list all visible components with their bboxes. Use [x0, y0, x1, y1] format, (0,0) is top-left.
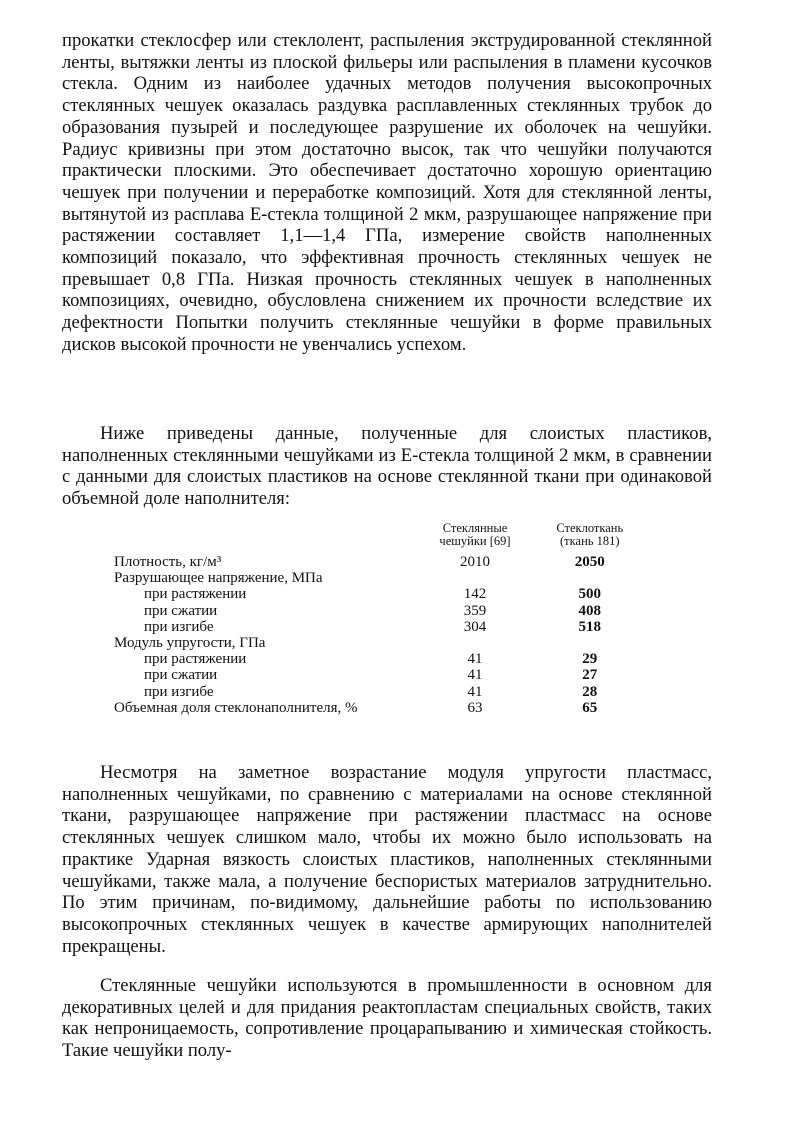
glass-flakes-value: 41: [467, 667, 483, 684]
row-label: при изгибе: [144, 618, 214, 635]
table-row: [114, 684, 654, 700]
header-glass-fabric: [526, 522, 654, 554]
row-label: при сжатии: [144, 667, 218, 684]
glass-fabric-value: 500: [578, 586, 602, 603]
table-row: [114, 570, 654, 586]
row-label: при сжатии: [144, 602, 218, 619]
row-label: Плотность, кг/м³: [114, 554, 222, 570]
table-row: [114, 586, 654, 602]
header-glass-fabric-line1: Стеклоткань: [556, 521, 624, 535]
glass-fabric-value: 518: [578, 618, 602, 635]
table-header-row: [114, 522, 654, 554]
row-label: при растяжении: [144, 651, 247, 668]
glass-fabric-value: 2050: [574, 554, 605, 570]
paragraph-2: Ниже приведены данные, полученные для слоистых пластиков, наполненных стеклянными чешуйками из Е-стекла толщиной 2 мкм, в сравнении с данными для слоистых пластиков на основе стеклянной ткани при одинаковой объемной доле наполнителя:: [62, 423, 712, 510]
row-label: Объемная доля стеклонаполнителя, %: [114, 699, 358, 716]
glass-fabric-value: 65: [582, 699, 598, 716]
paragraph-3: Несмотря на заметное возрастание модуля упругости пластмасс, наполненных чешуйками, по сравнению с материалами на основе стеклянной ткани, разрушающее напряжение при растяжении пластмасс на основе стеклянных чешуек слишком мало, чтобы их можно было использовать на практике Ударная вязкость слоистых пластиков, наполненных стеклянными чешуйками, также мала, а получение беспористых материалов затруднительно. По этим причинам, по-видимому, дальнейшие работы по использованию высокопрочных стеклянных чешуек в качестве армирующих наполнителей прекращены.: [62, 762, 712, 957]
table-row: [114, 700, 654, 716]
glass-flakes-value: 41: [467, 651, 483, 668]
table-row: [114, 635, 654, 651]
glass-flakes-value: [424, 570, 525, 586]
glass-fabric-value: 29: [582, 651, 598, 668]
glass-flakes-value: 359: [463, 602, 487, 619]
row-label: при изгибе: [144, 683, 214, 700]
row-label: Разрушающее напряжение, МПа: [114, 570, 323, 587]
glass-fabric-value: 27: [582, 667, 598, 684]
glass-fabric-value: 408: [578, 602, 602, 619]
glass-flakes-value: [424, 635, 525, 651]
glass-flakes-value: 63: [467, 699, 483, 716]
glass-fabric-value: [526, 635, 654, 651]
data-table: [114, 522, 654, 716]
row-label: при растяжении: [144, 586, 247, 603]
paragraph-1: прокатки стеклосфер или стеклолент, распыления экструдированной стеклянной ленты, вытяжки ленты из плоской фильеры или распыления в пламени кусочков стекла. Одним из наиболее удачных методов получения высокопрочных стеклянных чешуек оказалась раздувка расплавленных стеклянных трубок до образования пузырей и последующее разрушение их оболочек на чешуйки. Радиус кривизны при этом достаточно высок, так что чешуйки получаются практически плоскими. Это обеспечивает достаточно хорошую ориентацию чешуек при получении и переработке композиций. Хотя для стеклянной ленты, вытянутой из расплава Е-стекла толщиной 2 мкм, разрушающее напряжение при растяжении составляет 1,1—1,4 ГПа, измерение свойств наполненных композиций показало, что эффективная прочность стеклянных чешуек не превышает 0,8 ГПа. Низкая прочность стеклянных чешуек в наполненных композициях, очевидно, обусловлена снижением их прочности вследствие их дефектности Попытки получить стеклянные чешуйки в форме правильных дисков высокой прочности не увенчались успехом.: [62, 30, 712, 355]
paragraph-4: Стеклянные чешуйки используются в промышленности в основном для декоративных целей и для придания реактопластам специальных свойств, таких как непроницаемость, сопротивление процарапыванию и химическая стойкость. Такие чешуйки полу-: [62, 975, 712, 1062]
table-row: [114, 619, 654, 635]
glass-fabric-value: 28: [582, 683, 598, 700]
properties-table: [114, 522, 654, 716]
glass-flakes-value: 2010: [459, 554, 490, 570]
table-row: [114, 603, 654, 619]
header-glass-flakes-line1: Стеклянные: [442, 521, 508, 535]
glass-flakes-value: 304: [463, 618, 487, 635]
header-label-cell: [114, 522, 424, 554]
row-label: Модуль упругости, ГПа: [114, 635, 266, 652]
table-row: [114, 554, 654, 570]
header-glass-fabric-line2: (ткань 181): [560, 534, 620, 548]
header-glass-flakes-line2: чешуйки [69]: [439, 534, 511, 548]
header-glass-flakes: [424, 522, 525, 554]
table-row: [114, 667, 654, 683]
table-row: [114, 651, 654, 667]
glass-flakes-value: 41: [467, 683, 483, 700]
glass-fabric-value: [526, 570, 654, 586]
glass-flakes-value: 142: [463, 586, 487, 603]
